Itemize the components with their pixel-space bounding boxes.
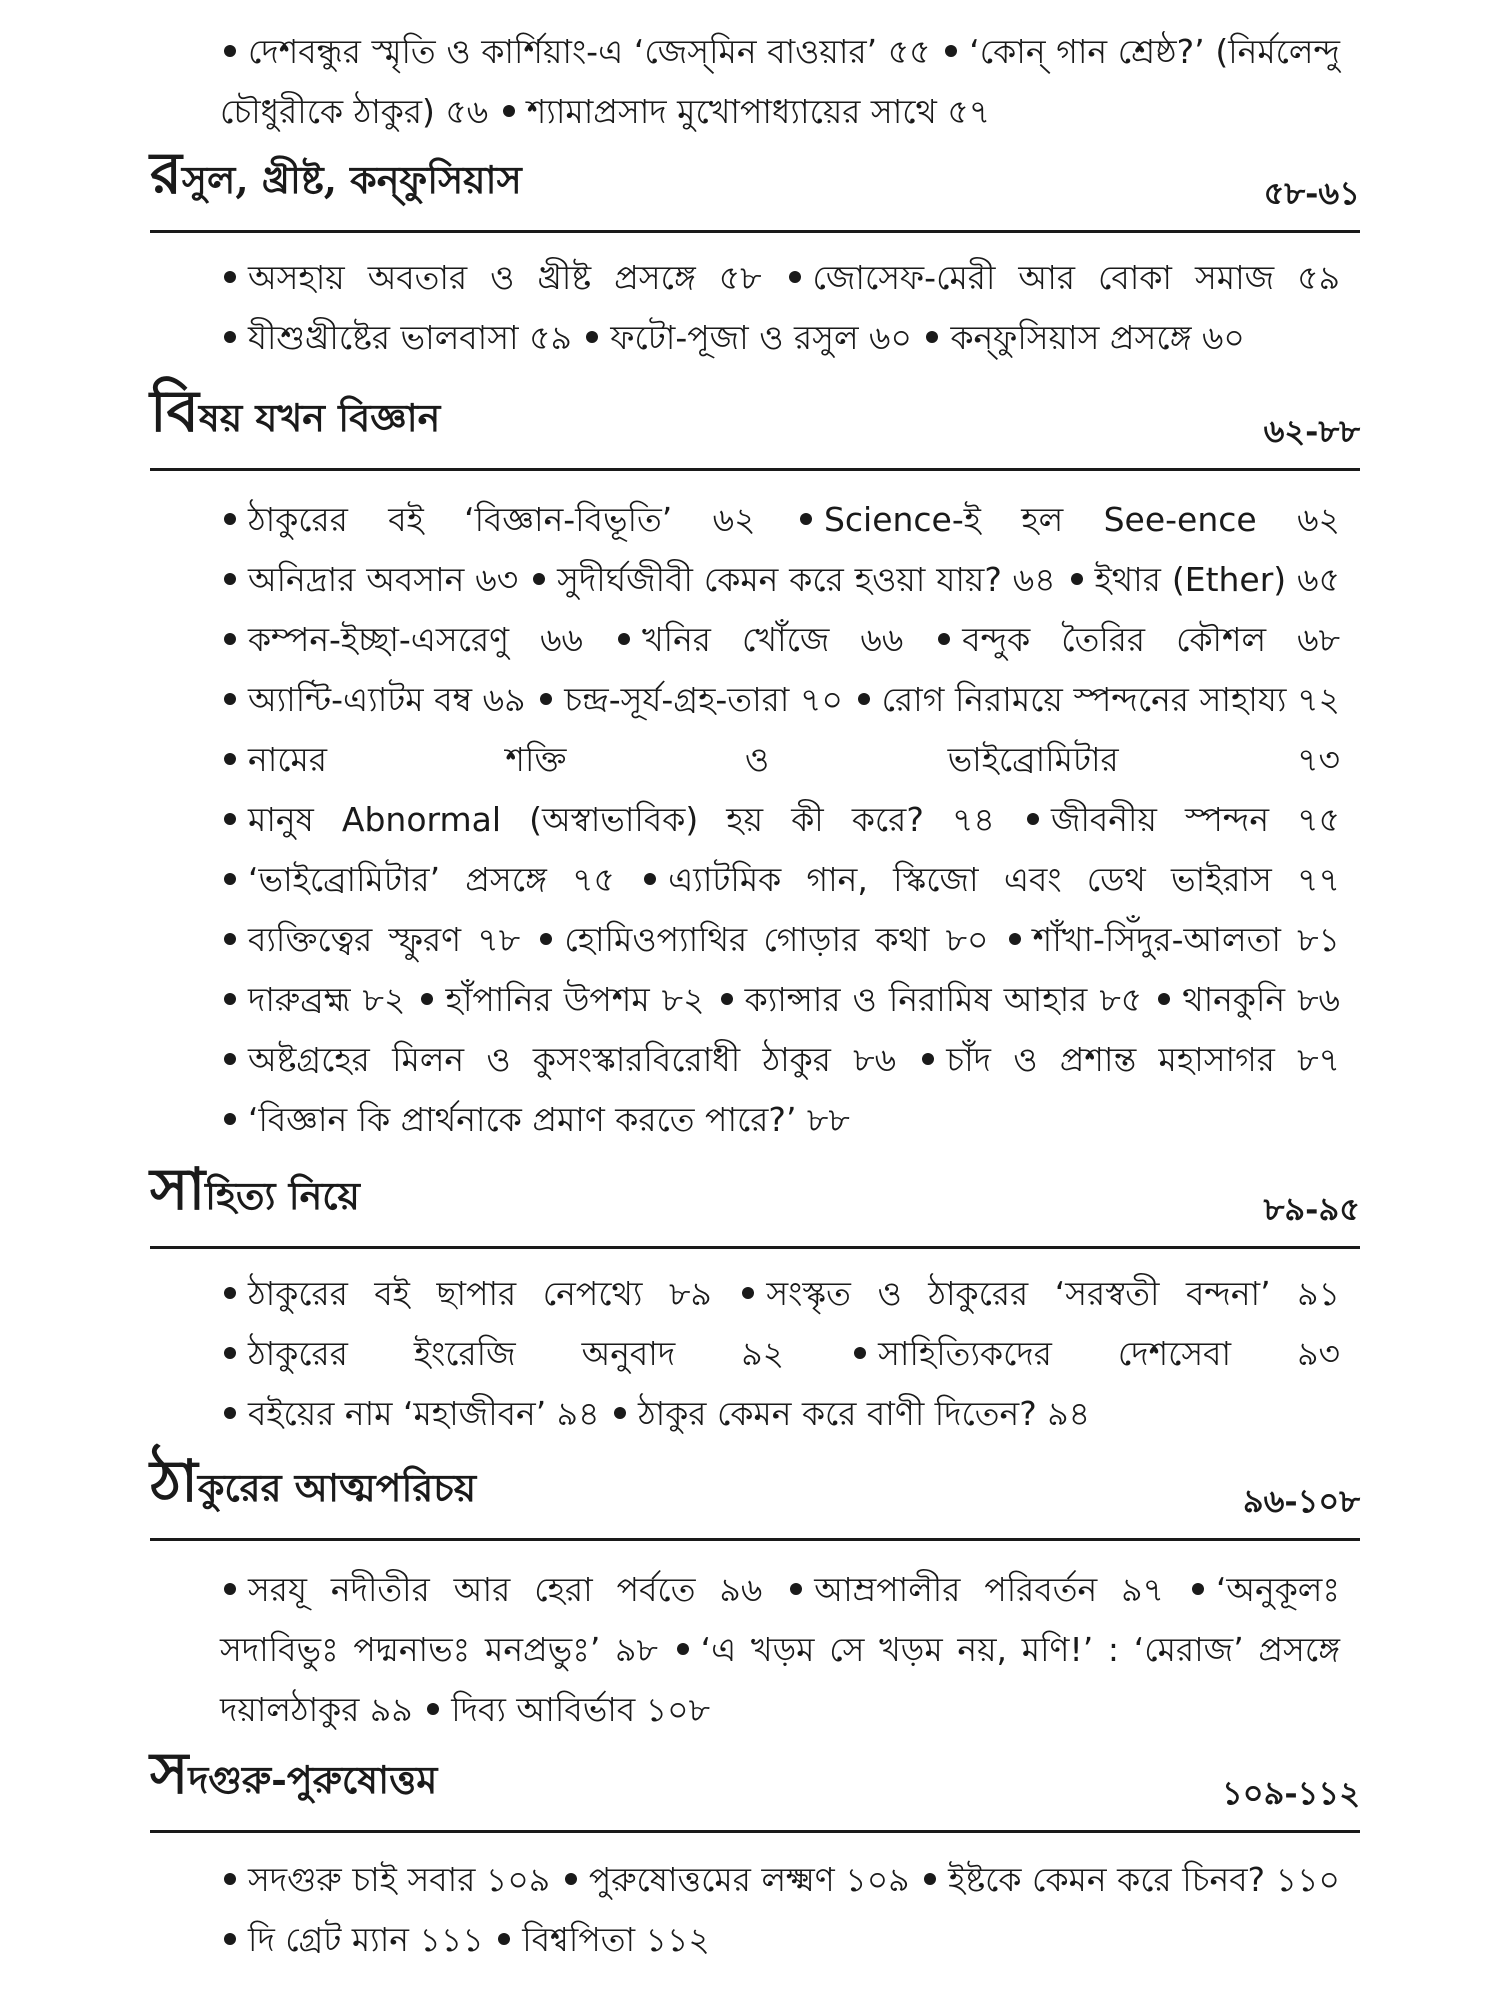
bullet-icon <box>800 513 812 525</box>
list-item: ফটো-পূজা ও রসুল ৬০ <box>582 318 912 357</box>
bullet-icon <box>224 933 236 945</box>
list-item: আম্রপালীর পরিবর্তন ৯৭ <box>786 1570 1164 1609</box>
list-item: দারুব্রহ্ম ৮২ <box>220 980 405 1019</box>
bullet-icon <box>224 45 236 57</box>
bullet-icon <box>224 1347 236 1359</box>
bullet-icon <box>533 573 545 585</box>
bullet-icon <box>1009 933 1021 945</box>
section-title: রসুল, খ্রীষ্ট, কন্‌ফুসিয়াস <box>150 139 522 207</box>
list-item: ইথার (Ether) ৬৫ <box>1067 560 1340 599</box>
entry-list-continued <box>220 22 1340 142</box>
list-item: ‘কোন্ গান শ্রেষ্ঠ?’ (নির্মলেন্দু চৌধুরীকে ঠাকুর) ৫৬ <box>220 32 1340 131</box>
bullet-icon <box>586 331 598 343</box>
list-item: রোগ নিরাময়ে স্পন্দনের সাহায্য ৭২ <box>854 680 1340 719</box>
page-range: ৮৯-৯৫ <box>1263 1190 1360 1228</box>
list-item: ‘অনুকূলঃ সদাবিভুঃ পদ্মনাভঃ মনপ্রভুঃ’ ৯৮ <box>220 1570 1340 1669</box>
list-item: মানুষ Abnormal (অস্বাভাবিক) হয় কী করে? ৭৪ <box>220 800 995 839</box>
entry-list-literature <box>220 1264 1340 1444</box>
list-item: সংস্কৃত ও ঠাকুরের ‘সরস্বতী বন্দনা’ ৯১ <box>738 1274 1340 1313</box>
section-title: সাহিত্য নিয়ে <box>150 1155 360 1223</box>
list-item: বন্দুক তৈরির কৌশল ৬৮ <box>934 620 1340 659</box>
list-item: ‘বিজ্ঞান কি প্রার্থনাকে প্রমাণ করতে পারে?’ ৮৮ <box>220 1100 850 1139</box>
section-title: ঠাকুরের আত্মপরিচয় <box>150 1447 477 1515</box>
list-item: হোমিওপ্যাথির গোড়ার কথা ৮০ <box>536 920 988 959</box>
list-item: চন্দ্র-সূর্য-গ্রহ-তারা ৭০ <box>536 680 843 719</box>
bullet-icon <box>224 1113 236 1125</box>
section-heading-rasul <box>150 139 1360 233</box>
list-item: খনির খোঁজে ৬৬ <box>614 620 903 659</box>
list-item: ব্যক্তিত্বের স্ফুরণ ৭৮ <box>220 920 520 959</box>
bullet-icon <box>614 1407 626 1419</box>
bullet-icon <box>224 633 236 645</box>
bullet-icon <box>224 753 236 765</box>
bullet-icon <box>224 331 236 343</box>
page-range: ৬২-৮৮ <box>1263 412 1360 450</box>
page-range: ৫৮-৬১ <box>1263 174 1360 212</box>
list-item: সরযূ নদীতীর আর হেরা পর্বতে ৯৬ <box>220 1570 762 1609</box>
list-item: ঠাকুরের ইংরেজি অনুবাদ ৯২ <box>220 1334 784 1373</box>
bullet-icon <box>938 633 950 645</box>
bullet-icon <box>854 1347 866 1359</box>
bullet-icon <box>924 1873 936 1885</box>
entry-list-rasul <box>220 248 1340 368</box>
list-item: জোসেফ-মেরী আর বোকা সমাজ ৫৯ <box>785 258 1340 297</box>
list-item: ‘এ খড়ম সে খড়ম নয়, মণি!’ : ‘মেরাজ’ প্রসঙ্গে দয়ালঠাকুর ৯৯ <box>220 1630 1340 1729</box>
bullet-icon <box>790 1583 802 1595</box>
bullet-icon <box>540 693 552 705</box>
bullet-icon <box>644 873 656 885</box>
section-title: সদগুরু-পুরুষোত্তম <box>150 1739 438 1807</box>
list-item: দিব্য আবির্ভাব ১০৮ <box>423 1690 710 1729</box>
bullet-icon <box>498 1933 510 1945</box>
list-item: কন্‌ফুসিয়াস প্রসঙ্গে ৬০ <box>922 318 1244 357</box>
bullet-icon <box>565 1873 577 1885</box>
entry-list-self-identity <box>220 1560 1340 1740</box>
entry-list-science <box>220 490 1340 1150</box>
list-item: এ্যাটমিক গান, স্কিজো এবং ডেথ ভাইরাস ৭৭ <box>640 860 1340 899</box>
bullet-icon <box>926 331 938 343</box>
bullet-icon <box>224 513 236 525</box>
bullet-icon <box>421 993 433 1005</box>
bullet-icon <box>224 693 236 705</box>
bullet-icon <box>427 1703 439 1715</box>
list-item: Science-ই হল See-ence ৬২ <box>796 500 1340 539</box>
list-item: নামের শক্তি ও ভাইব্রোমিটার ৭৩ <box>220 740 1340 779</box>
section-heading-science <box>150 377 1360 471</box>
bullet-icon <box>224 1933 236 1945</box>
list-item: কম্পন-ইচ্ছা-এসরেণু ৬৬ <box>220 620 583 659</box>
list-item: অ্যান্টি-এ্যাটম বম্ব ৬৯ <box>220 680 526 719</box>
bullet-icon <box>224 1053 236 1065</box>
list-item: ঠাকুরের বই ছাপার নেপথ্যে ৮৯ <box>220 1274 712 1313</box>
entry-list-sadguru <box>220 1850 1340 1970</box>
list-item: জীবনীয় স্পন্দন ৭৫ <box>1023 800 1340 839</box>
list-item: বইয়ের নাম ‘মহাজীবন’ ৯৪ <box>220 1394 600 1433</box>
list-item: বিশ্বপিতা ১১২ <box>494 1920 710 1959</box>
bullet-icon <box>858 693 870 705</box>
bullet-icon <box>742 1287 754 1299</box>
list-item: অসহায় অবতার ও খ্রীষ্ট প্রসঙ্গে ৫৮ <box>220 258 762 297</box>
list-item: ঠাকুরের বই ‘বিজ্ঞান-বিভূতি’ ৬২ <box>220 500 756 539</box>
bullet-icon <box>224 271 236 283</box>
bullet-icon <box>224 1407 236 1419</box>
list-item: সাহিত্যিকদের দেশসেবা ৯৩ <box>850 1334 1340 1373</box>
page-range: ৯৬-১০৮ <box>1242 1482 1360 1520</box>
bullet-icon <box>224 573 236 585</box>
bullet-icon <box>224 1583 236 1595</box>
section-heading-literature <box>150 1155 1360 1249</box>
list-item: হাঁপানির উপশম ৮২ <box>417 980 704 1019</box>
bullet-icon <box>789 271 801 283</box>
bullet-icon <box>224 993 236 1005</box>
list-item: সুদীর্ঘজীবী কেমন করে হওয়া যায়? ৬৪ <box>529 560 1056 599</box>
list-item: ইষ্টকে কেমন করে চিনব? ১১০ <box>920 1860 1340 1899</box>
list-item: চাঁদ ও প্রশান্ত মহাসাগর ৮৭ <box>918 1040 1340 1079</box>
list-item: ‘ভাইব্রোমিটার’ প্রসঙ্গে ৭৫ <box>220 860 615 899</box>
list-item: ক্যান্সার ও নিরামিষ আহার ৮৫ <box>717 980 1143 1019</box>
bullet-icon <box>721 993 733 1005</box>
bullet-icon <box>1192 1583 1204 1595</box>
bullet-icon <box>1158 993 1170 1005</box>
bullet-icon <box>540 933 552 945</box>
bullet-icon <box>922 1053 934 1065</box>
list-item: দি গ্রেট ম্যান ১১১ <box>220 1920 484 1959</box>
list-item: দেশবন্ধুর স্মৃতি ও কার্শিয়াং-এ ‘জেস্‌মিন বাওয়ার’ ৫৫ <box>220 32 931 71</box>
section-heading-self-identity <box>150 1447 1360 1541</box>
list-item: পুরুষোত্তমের লক্ষ্মণ ১০৯ <box>561 1860 910 1899</box>
list-item: শ্যামাপ্রসাদ মুখোপাধ্যায়ের সাথে ৫৭ <box>499 92 991 131</box>
bullet-icon <box>224 1873 236 1885</box>
bullet-icon <box>503 105 515 117</box>
section-title: বিষয় যখন বিজ্ঞান <box>150 377 441 445</box>
list-item: সদগুরু চাই সবার ১০৯ <box>220 1860 550 1899</box>
bullet-icon <box>1071 573 1083 585</box>
page-range: ১০৯-১১২ <box>1222 1774 1360 1812</box>
list-item: শাঁখা-সিঁদুর-আলতা ৮১ <box>1005 920 1340 959</box>
bullet-icon <box>224 1287 236 1299</box>
list-item: অনিদ্রার অবসান ৬৩ <box>220 560 518 599</box>
bullet-icon <box>224 813 236 825</box>
list-item: যীশুখ্রীষ্টের ভালবাসা ৫৯ <box>220 318 572 357</box>
bullet-icon <box>1027 813 1039 825</box>
bullet-icon <box>224 873 236 885</box>
bullet-icon <box>677 1643 689 1655</box>
section-heading-sadguru <box>150 1739 1360 1833</box>
list-item: থানকুনি ৮৬ <box>1154 980 1340 1019</box>
list-item: ঠাকুর কেমন করে বাণী দিতেন? ৯৪ <box>610 1394 1090 1433</box>
bullet-icon <box>945 45 957 57</box>
list-item: অষ্টগ্রহের মিলন ও কুসংস্কারবিরোধী ঠাকুর ৮৬ <box>220 1040 896 1079</box>
bullet-icon <box>618 633 630 645</box>
